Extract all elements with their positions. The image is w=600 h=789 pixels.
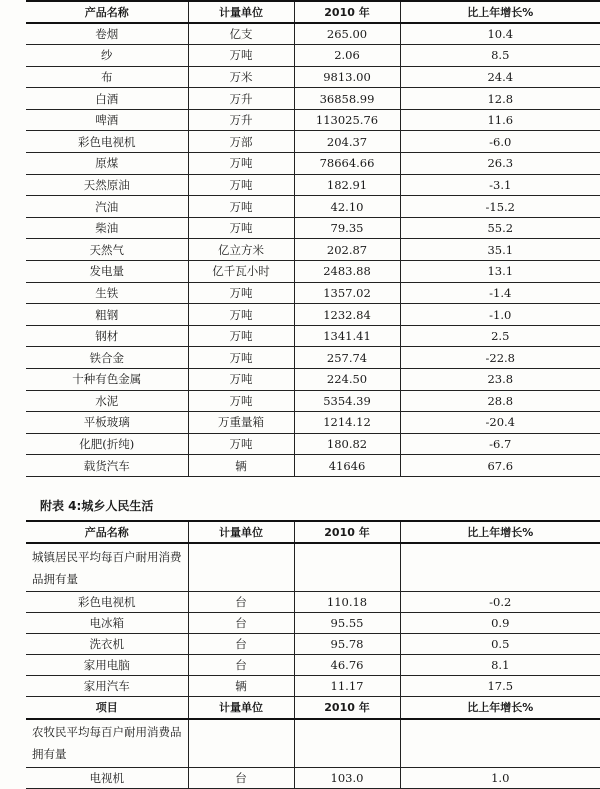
unit-cell: 亿千瓦小时 <box>188 261 294 283</box>
unit-cell: 万吨 <box>188 174 294 196</box>
value-2010-cell: 9813.00 <box>294 66 400 88</box>
category-row <box>26 543 600 592</box>
unit-cell: 万吨 <box>188 282 294 304</box>
value-2010-cell: 1232.84 <box>294 304 400 326</box>
table-row <box>26 45 600 67</box>
table-row <box>26 613 600 634</box>
table-row <box>26 767 600 788</box>
unit-cell: 台 <box>188 613 294 634</box>
value-2010-cell: 42.10 <box>294 196 400 218</box>
value-2010-cell: 265.00 <box>294 23 400 45</box>
product-name-cell: 载货汽车 <box>26 455 188 477</box>
unit-cell: 万升 <box>188 88 294 110</box>
value-2010-cell: 1214.12 <box>294 412 400 434</box>
value-2010-cell: 2.06 <box>294 45 400 67</box>
unit-cell: 辆 <box>188 455 294 477</box>
table-row <box>26 655 600 676</box>
table-row <box>26 66 600 88</box>
table-row <box>26 174 600 196</box>
empty-cell <box>188 543 294 592</box>
value-2010-cell: 2483.88 <box>294 261 400 283</box>
unit-cell: 万吨 <box>188 196 294 218</box>
column-header: 项目 <box>26 697 188 719</box>
table-row <box>26 412 600 434</box>
table-row <box>26 239 600 261</box>
table-row <box>26 325 600 347</box>
column-header: 2010 年 <box>294 1 400 23</box>
product-name-cell: 家用汽车 <box>26 676 188 697</box>
column-header: 产品名称 <box>26 1 188 23</box>
unit-cell: 万部 <box>188 131 294 153</box>
unit-cell: 台 <box>188 592 294 613</box>
value-2010-cell: 202.87 <box>294 239 400 261</box>
product-name-cell: 原煤 <box>26 153 188 175</box>
header-row <box>26 1 600 23</box>
table-row <box>26 88 600 110</box>
value-2010-cell: 113025.76 <box>294 109 400 131</box>
value-2010-cell: 1357.02 <box>294 282 400 304</box>
growth-cell: 17.5 <box>400 676 600 697</box>
value-2010-cell: 1341.41 <box>294 325 400 347</box>
urban-rural-living-table <box>26 520 600 789</box>
table-row <box>26 282 600 304</box>
column-header: 计量单位 <box>188 521 294 543</box>
empty-cell <box>294 719 400 768</box>
unit-cell: 万吨 <box>188 433 294 455</box>
product-name-cell: 粗钢 <box>26 304 188 326</box>
table-row <box>26 390 600 412</box>
growth-cell: 55.2 <box>400 217 600 239</box>
unit-cell: 亿立方米 <box>188 239 294 261</box>
column-header: 比上年增长% <box>400 1 600 23</box>
product-name-cell: 柴油 <box>26 217 188 239</box>
growth-cell: -6.0 <box>400 131 600 153</box>
category-row <box>26 719 600 768</box>
unit-cell: 万吨 <box>188 45 294 67</box>
column-header: 比上年增长% <box>400 697 600 719</box>
growth-cell: 24.4 <box>400 66 600 88</box>
table-row <box>26 592 600 613</box>
value-2010-cell: 95.78 <box>294 634 400 655</box>
unit-cell: 万米 <box>188 66 294 88</box>
growth-cell: 8.5 <box>400 45 600 67</box>
column-header: 计量单位 <box>188 1 294 23</box>
table-row <box>26 131 600 153</box>
product-name-cell: 平板玻璃 <box>26 412 188 434</box>
growth-cell: 0.5 <box>400 634 600 655</box>
growth-cell: 10.4 <box>400 23 600 45</box>
table-row <box>26 109 600 131</box>
growth-cell: 28.8 <box>400 390 600 412</box>
table-row <box>26 676 600 697</box>
product-name-cell: 家用电脑 <box>26 655 188 676</box>
value-2010-cell: 95.55 <box>294 613 400 634</box>
product-name-cell: 化肥(折纯) <box>26 433 188 455</box>
growth-cell: 67.6 <box>400 455 600 477</box>
growth-cell: 2.5 <box>400 325 600 347</box>
table-row <box>26 304 600 326</box>
table-row <box>26 433 600 455</box>
unit-cell: 万吨 <box>188 325 294 347</box>
product-name-cell: 天然气 <box>26 239 188 261</box>
product-name-cell: 彩色电视机 <box>26 131 188 153</box>
unit-cell: 万吨 <box>188 347 294 369</box>
value-2010-cell: 110.18 <box>294 592 400 613</box>
unit-cell: 万吨 <box>188 390 294 412</box>
growth-cell: -1.4 <box>400 282 600 304</box>
product-name-cell: 布 <box>26 66 188 88</box>
unit-cell: 台 <box>188 634 294 655</box>
growth-cell: 13.1 <box>400 261 600 283</box>
column-header: 计量单位 <box>188 697 294 719</box>
unit-cell: 万吨 <box>188 153 294 175</box>
growth-cell: 35.1 <box>400 239 600 261</box>
table-row <box>26 196 600 218</box>
unit-cell: 万吨 <box>188 217 294 239</box>
table-row <box>26 455 600 477</box>
growth-cell: 0.9 <box>400 613 600 634</box>
header-row <box>26 697 600 719</box>
growth-cell: -3.1 <box>400 174 600 196</box>
table-row <box>26 261 600 283</box>
unit-cell: 辆 <box>188 676 294 697</box>
growth-cell: -1.0 <box>400 304 600 326</box>
value-2010-cell: 78664.66 <box>294 153 400 175</box>
product-name-cell: 白酒 <box>26 88 188 110</box>
product-name-cell: 电冰箱 <box>26 613 188 634</box>
growth-cell: -6.7 <box>400 433 600 455</box>
unit-cell: 台 <box>188 767 294 788</box>
table-row <box>26 347 600 369</box>
value-2010-cell: 41646 <box>294 455 400 477</box>
header-row <box>26 521 600 543</box>
product-name-cell: 生铁 <box>26 282 188 304</box>
empty-cell <box>188 719 294 768</box>
empty-cell <box>400 719 600 768</box>
value-2010-cell: 5354.39 <box>294 390 400 412</box>
growth-cell: -22.8 <box>400 347 600 369</box>
unit-cell: 万升 <box>188 109 294 131</box>
column-header: 比上年增长% <box>400 521 600 543</box>
product-name-cell: 纱 <box>26 45 188 67</box>
column-header: 2010 年 <box>294 521 400 543</box>
growth-cell: -20.4 <box>400 412 600 434</box>
appendix-4-title: 附表 4:城乡人民生活 <box>40 499 154 513</box>
product-name-cell: 洗衣机 <box>26 634 188 655</box>
table-row <box>26 634 600 655</box>
product-name-cell: 十种有色金属 <box>26 369 188 391</box>
growth-cell: 11.6 <box>400 109 600 131</box>
category-label: 农牧民平均每百户耐用消费品拥有量 <box>26 719 188 768</box>
unit-cell: 万重量箱 <box>188 412 294 434</box>
value-2010-cell: 180.82 <box>294 433 400 455</box>
value-2010-cell: 46.76 <box>294 655 400 676</box>
product-name-cell: 啤酒 <box>26 109 188 131</box>
product-name-cell: 钢材 <box>26 325 188 347</box>
value-2010-cell: 11.17 <box>294 676 400 697</box>
value-2010-cell: 182.91 <box>294 174 400 196</box>
product-name-cell: 发电量 <box>26 261 188 283</box>
growth-cell: 8.1 <box>400 655 600 676</box>
unit-cell: 亿支 <box>188 23 294 45</box>
value-2010-cell: 204.37 <box>294 131 400 153</box>
growth-cell: 23.8 <box>400 369 600 391</box>
unit-cell: 万吨 <box>188 369 294 391</box>
growth-cell: -0.2 <box>400 592 600 613</box>
value-2010-cell: 36858.99 <box>294 88 400 110</box>
empty-cell <box>294 543 400 592</box>
industrial-output-table <box>26 0 600 477</box>
unit-cell: 万吨 <box>188 304 294 326</box>
column-header: 产品名称 <box>26 521 188 543</box>
growth-cell: 12.8 <box>400 88 600 110</box>
growth-cell: 26.3 <box>400 153 600 175</box>
product-name-cell: 电视机 <box>26 767 188 788</box>
product-name-cell: 铁合金 <box>26 347 188 369</box>
growth-cell: 1.0 <box>400 767 600 788</box>
value-2010-cell: 79.35 <box>294 217 400 239</box>
table-row <box>26 153 600 175</box>
product-name-cell: 水泥 <box>26 390 188 412</box>
empty-cell <box>400 543 600 592</box>
product-name-cell: 卷烟 <box>26 23 188 45</box>
column-header: 2010 年 <box>294 697 400 719</box>
product-name-cell: 汽油 <box>26 196 188 218</box>
category-label: 城镇居民平均每百户耐用消费品拥有量 <box>26 543 188 592</box>
value-2010-cell: 103.0 <box>294 767 400 788</box>
product-name-cell: 彩色电视机 <box>26 592 188 613</box>
table-row <box>26 369 600 391</box>
table-row <box>26 217 600 239</box>
value-2010-cell: 257.74 <box>294 347 400 369</box>
product-name-cell: 天然原油 <box>26 174 188 196</box>
growth-cell: -15.2 <box>400 196 600 218</box>
table-row <box>26 23 600 45</box>
unit-cell: 台 <box>188 655 294 676</box>
value-2010-cell: 224.50 <box>294 369 400 391</box>
